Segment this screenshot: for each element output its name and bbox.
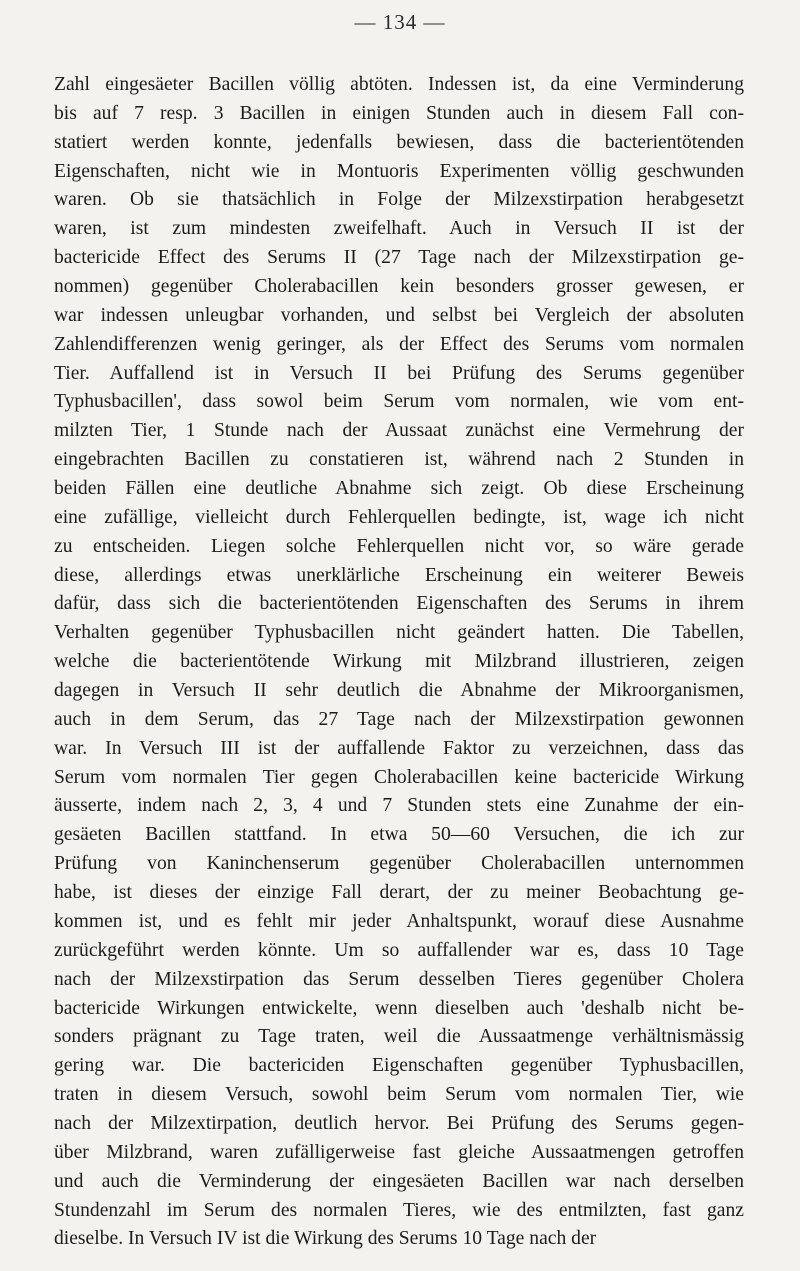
- text-line: Stundenzahl im Serum des normalen Tieres, wie des entmilzten, fast ganz: [54, 1199, 744, 1221]
- text-line: welche die bacterientötende Wirkung mit Milzbrand illustrieren, zeigen: [54, 651, 744, 673]
- text-line: Prüfung von Kaninchenserum gegenüber Cholerabacillen unternommen: [54, 853, 744, 875]
- text-line: kommen ist, und es fehlt mir jeder Anhaltspunkt, worauf diese Ausnahme: [54, 910, 744, 932]
- text-line: nommen) gegenüber Cholerabacillen kein besonders grosser gewesen, er: [54, 276, 744, 298]
- text-line: dafür, dass sich die bacterientötenden Eigenschaften des Serums in ihrem: [54, 593, 744, 615]
- text-line: bactericide Wirkungen entwickelte, wenn dieselben auch 'deshalb nicht be-: [54, 997, 744, 1019]
- text-line: Eigenschaften, nicht wie in Montuoris Experimenten völlig geschwunden: [54, 160, 744, 182]
- text-line: diese, allerdings etwas unerklärliche Erscheinung ein weiterer Beweis: [54, 564, 744, 586]
- text-line: statiert werden konnte, jedenfalls bewiesen, dass die bacterientötenden: [54, 131, 744, 153]
- text-line: Serum vom normalen Tier gegen Cholerabacillen keine bactericide Wirkung: [54, 766, 744, 788]
- text-line: sonders prägnant zu Tage traten, weil die Aussaatmenge verhältnismässig: [54, 1026, 744, 1048]
- text-line: dagegen in Versuch II sehr deutlich die Abnahme der Mikroorganismen,: [54, 680, 744, 702]
- text-line: eingebrachten Bacillen zu constatieren ist, während nach 2 Stunden in: [54, 449, 744, 471]
- text-line: Zahl eingesäeter Bacillen völlig abtöten. Indessen ist, da eine Verminderung: [54, 74, 744, 95]
- text-line: waren, ist zum mindesten zweifelhaft. Auch in Versuch II ist der: [54, 218, 744, 240]
- text-line: habe, ist dieses der einzige Fall derart, der zu meiner Beobachtung ge-: [54, 882, 744, 904]
- text-line: äusserte, indem nach 2, 3, 4 und 7 Stunden stets eine Zunahme der ein-: [54, 795, 744, 817]
- text-line: dieselbe. In Versuch IV ist die Wirkung des Serums 10 Tage nach der: [54, 1228, 597, 1250]
- text-line: nach der Milzexstirpation das Serum desselben Tieres gegenüber Cholera: [54, 968, 744, 990]
- text-line: war indessen unleugbar vorhanden, und selbst bei Vergleich der absoluten: [54, 304, 744, 326]
- text-line: Tier. Auffallend ist in Versuch II bei Prüfung des Serums gegenüber: [54, 362, 744, 384]
- text-line: eine zufällige, vielleicht durch Fehlerquellen bedingte, ist, wage ich nicht: [54, 506, 744, 528]
- text-line: beiden Fällen eine deutliche Abnahme sich zeigt. Ob diese Erscheinung: [54, 478, 744, 500]
- text-line: bis auf 7 resp. 3 Bacillen in einigen Stunden auch in diesem Fall con-: [54, 102, 744, 124]
- text-line: über Milzbrand, waren zufälligerweise fast gleiche Aussaatmengen getroffen: [54, 1141, 744, 1163]
- text-line: zu entscheiden. Liegen solche Fehlerquellen nicht vor, so wäre gerade: [54, 535, 744, 557]
- text-line: zurückgeführt werden könnte. Um so auffallender war es, dass 10 Tage: [54, 939, 744, 961]
- text-line: traten in diesem Versuch, sowohl beim Serum vom normalen Tier, wie: [54, 1084, 744, 1106]
- text-line: gesäeten Bacillen stattfand. In etwa 50—60 Versuchen, die ich zur: [54, 824, 744, 846]
- text-line: Typhusbacillen', dass sowol beim Serum vom normalen, wie vom ent-: [54, 391, 744, 413]
- text-line: waren. Ob sie thatsächlich in Folge der Milzexstirpation herabgesetzt: [54, 189, 744, 211]
- text-line: Zahlendifferenzen wenig geringer, als der Effect des Serums vom normalen: [54, 333, 744, 355]
- text-line: auch in dem Serum, das 27 Tage nach der Milzexstirpation gewonnen: [54, 708, 744, 730]
- text-line: nach der Milzextirpation, deutlich hervor. Bei Prüfung des Serums gegen-: [54, 1112, 744, 1134]
- text-line: gering war. Die bactericiden Eigenschaften gegenüber Typhusbacillen,: [54, 1055, 744, 1077]
- body-text: [54, 71, 744, 1254]
- text-line: bactericide Effect des Serums II (27 Tage nach der Milzexstirpation ge-: [54, 247, 744, 269]
- text-line: Verhalten gegenüber Typhusbacillen nicht geändert hatten. Die Tabellen,: [54, 622, 744, 644]
- text-line: und auch die Verminderung der eingesäeten Bacillen war nach derselben: [54, 1170, 744, 1192]
- text-line: war. In Versuch III ist der auffallende Faktor zu verzeichnen, dass das: [54, 737, 744, 759]
- page-number: — 134 —: [354, 10, 446, 34]
- text-line: milzten Tier, 1 Stunde nach der Aussaat zunächst eine Vermehrung der: [54, 420, 744, 442]
